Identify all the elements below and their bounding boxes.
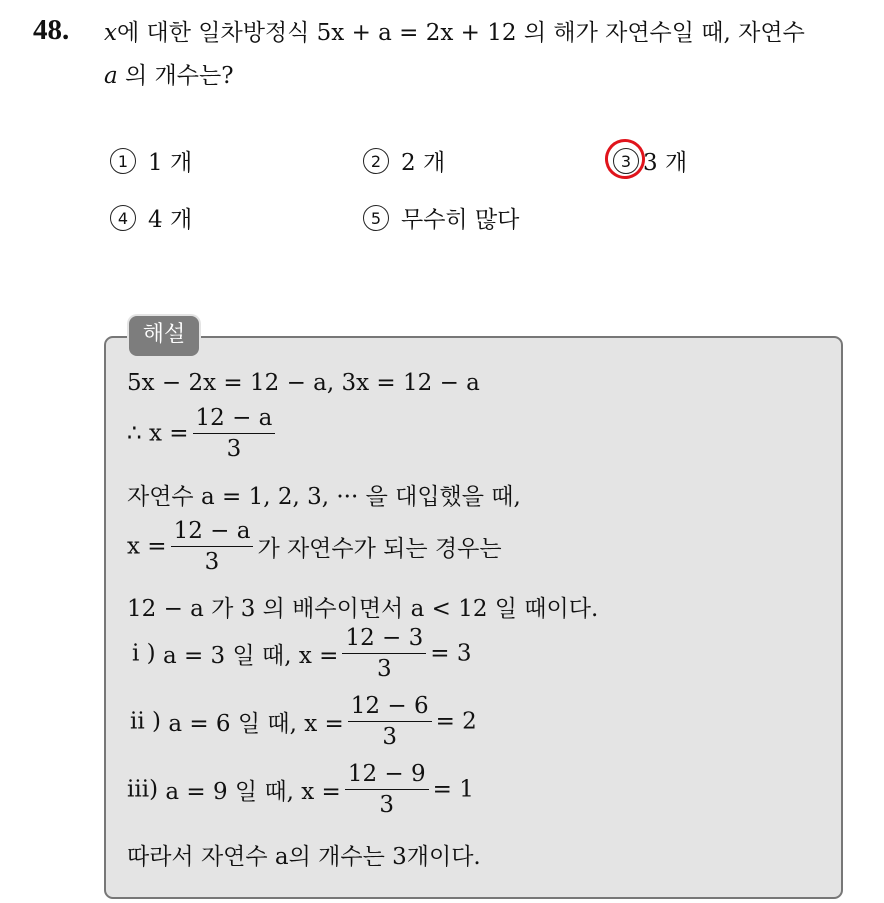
question-var-a: a	[104, 63, 118, 89]
solution-line-4: x = $\frac{12 - a}{3}$ 가 자연수가 되는 경우는	[127, 518, 502, 575]
choice-3-number-icon: 3	[613, 148, 639, 174]
solution-case-2: ii ) a = 6 일 때, x = $\frac{12 - 6}{3}$ = 2	[130, 693, 477, 750]
choice-4-text: 4 개	[148, 207, 193, 233]
solution-conclusion: 따라서 자연수 a의 개수는 3개이다.	[127, 844, 481, 870]
choice-2-number-icon: 2	[363, 148, 389, 174]
choice-4-number-icon: 4	[110, 205, 136, 231]
fraction: $\frac{12 - a}{3}$	[171, 518, 254, 575]
fraction: $\frac{12 - 9}{3}$	[345, 761, 429, 818]
question-text-line1	[104, 14, 805, 47]
question-text-2: 의 개수는?	[117, 63, 234, 89]
solution-line-5: 12 − a 가 3 의 배수이면서 a < 12 일 때이다.	[127, 596, 599, 622]
choice-5-text: 무수히 많다	[401, 207, 520, 233]
fraction: $\frac{12 - 6}{3}$	[348, 693, 432, 750]
question-text-line2	[104, 57, 234, 90]
fraction: $\frac{12 - 3}{3}$	[342, 625, 426, 682]
question-number: 48.	[33, 14, 70, 46]
choice-1-number-icon: 1	[110, 148, 136, 174]
choice-5-number-icon: 5	[363, 205, 389, 231]
solution-case-3: iii) a = 9 일 때, x = $\frac{12 - 9}{3}$ = 1	[127, 761, 474, 818]
choice-1-text: 1 개	[148, 150, 193, 176]
choice-1[interactable]	[110, 144, 192, 177]
fraction: $\frac{12 - a}{3}$	[193, 405, 276, 462]
choice-2-text: 2 개	[401, 150, 446, 176]
choice-4[interactable]	[110, 201, 192, 234]
choice-2[interactable]	[363, 144, 445, 177]
choice-3-text: 3 개	[643, 150, 688, 176]
solution-line-1: 5x − 2x = 12 − a, 3x = 12 − a	[127, 370, 480, 396]
question-var-x: x	[104, 20, 117, 46]
choice-3[interactable]	[613, 144, 687, 177]
choice-5[interactable]	[363, 201, 519, 234]
solution-tag: 해설	[129, 316, 199, 356]
choice-3-selected-circle-icon	[613, 147, 643, 174]
question-text-1: 에 대한 일차방정식 5x + a = 2x + 12 의 해가 자연수일 때, 자연수	[116, 20, 805, 46]
solution-line-2: ∴ x = $\frac{12 - a}{3}$	[127, 405, 279, 462]
solution-line-3: 자연수 a = 1, 2, 3, ··· 을 대입했을 때,	[127, 484, 521, 510]
solution-case-1: i ) a = 3 일 때, x = $\frac{12 - 3}{3}$ = 3	[132, 625, 472, 682]
